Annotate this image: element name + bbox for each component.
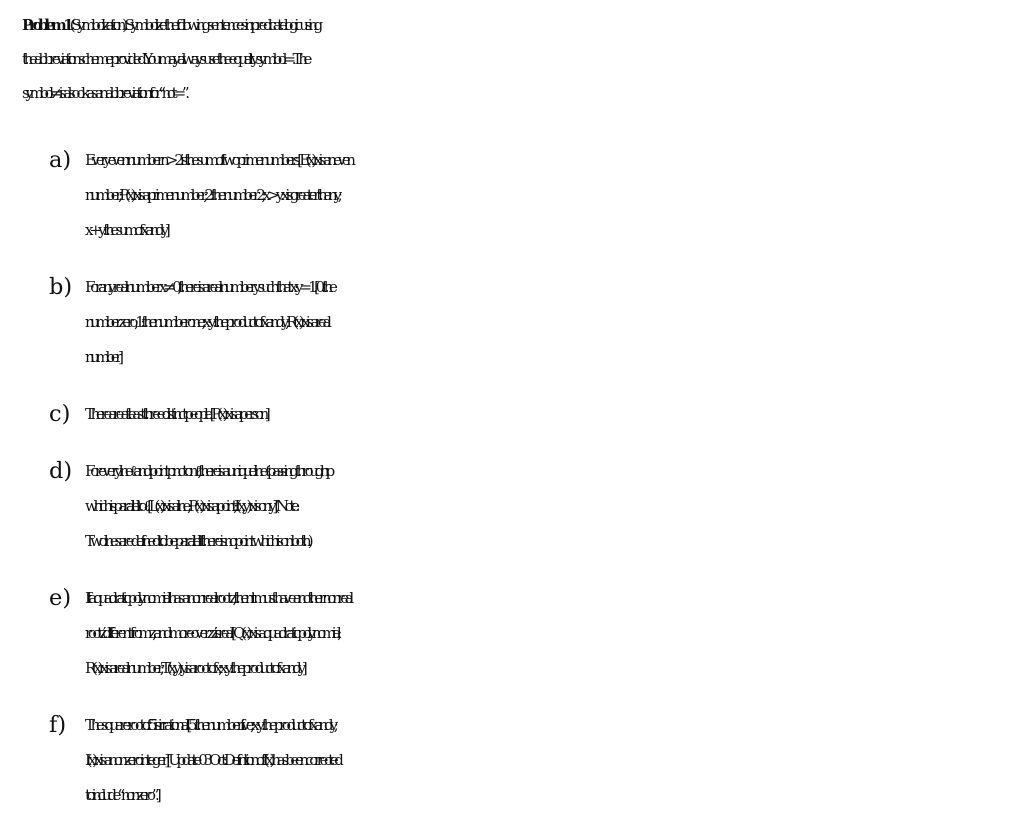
item-line: There are at least three distinct people. [P(x): x is a person] bbox=[85, 405, 267, 423]
item-label: c) bbox=[49, 401, 71, 427]
list-item-c bbox=[22, 397, 1006, 432]
item-line: Two lines are defined to be parallel if there is no point which is on both.) bbox=[85, 532, 310, 550]
problem-subheading: (Symbolization). bbox=[69, 16, 125, 34]
item-label: b) bbox=[49, 274, 73, 300]
intro-line-3: symbol ≠ is also ok as an abbreviation for “not =”. bbox=[22, 84, 186, 102]
item-line: If a quadratic polynomial has a nonreal root z, then it must have another nonreal bbox=[85, 589, 350, 607]
item-line: root z′ different from z, and moreover zz′ is real. [ Q(x): x is a quadratic polynomial; bbox=[85, 624, 338, 642]
item-label: f) bbox=[49, 712, 67, 738]
item-line: number] bbox=[85, 348, 120, 366]
item-label: d) bbox=[49, 458, 73, 484]
item-line: I(x): x is a nonzero integer] [ Update 03 Oct: Definition of I(x) has been corrected bbox=[85, 751, 340, 769]
item-line: number; P(x): x is a prime number; 2: the number 2; x > y: x is greater than y; bbox=[85, 186, 339, 204]
item-line: The square-root of 5 is irrational. [5: the number five; x · y: the product of x and y; bbox=[85, 716, 335, 734]
item-line: For every line ℓ and point p not on ℓ, there is a unique line ℓ′ passing through p bbox=[85, 462, 331, 480]
item-line: which is parallel to ℓ. [L(x): x is a line; P(x): x is a point; I(x, y): x is on y] (Note: bbox=[85, 497, 297, 515]
item-label: e) bbox=[49, 585, 72, 611]
list-item-d bbox=[22, 454, 1006, 559]
item-line: number zero; 1: the number one; x · y: the product of x and y; R(x): x is a real bbox=[85, 313, 328, 331]
item-line: to include “nonzero”. ] bbox=[85, 786, 158, 804]
item-line: x + y: the sum of x and y] bbox=[85, 221, 167, 239]
problem-heading: Problem 1 bbox=[22, 16, 70, 34]
item-line: For any real number x ≠ 0, there is a real number y such that x · y = 1. [0: the bbox=[85, 278, 334, 296]
intro-line-2: the abbreviation scheme provided. You may always use the equality symbol =. The bbox=[22, 50, 309, 68]
item-line: R(x): x is a real number; T(x, y): y is a root of x; x · y: the product of x and y] bbox=[85, 659, 304, 677]
list-item-e bbox=[22, 581, 1006, 686]
intro-line-1 bbox=[22, 8, 1006, 42]
problem-intro bbox=[22, 8, 1006, 110]
item-label: a) bbox=[49, 147, 72, 173]
list-item-b bbox=[22, 270, 1006, 375]
list-item-f bbox=[22, 708, 1006, 813]
item-line: Every even number n > 2 is the sum of two prime numbers. [ E(x): x is an even bbox=[85, 151, 352, 169]
list-item-a bbox=[22, 143, 1006, 248]
intro-text-1: Symbolize the following sentences in predicate logic using bbox=[124, 16, 319, 34]
